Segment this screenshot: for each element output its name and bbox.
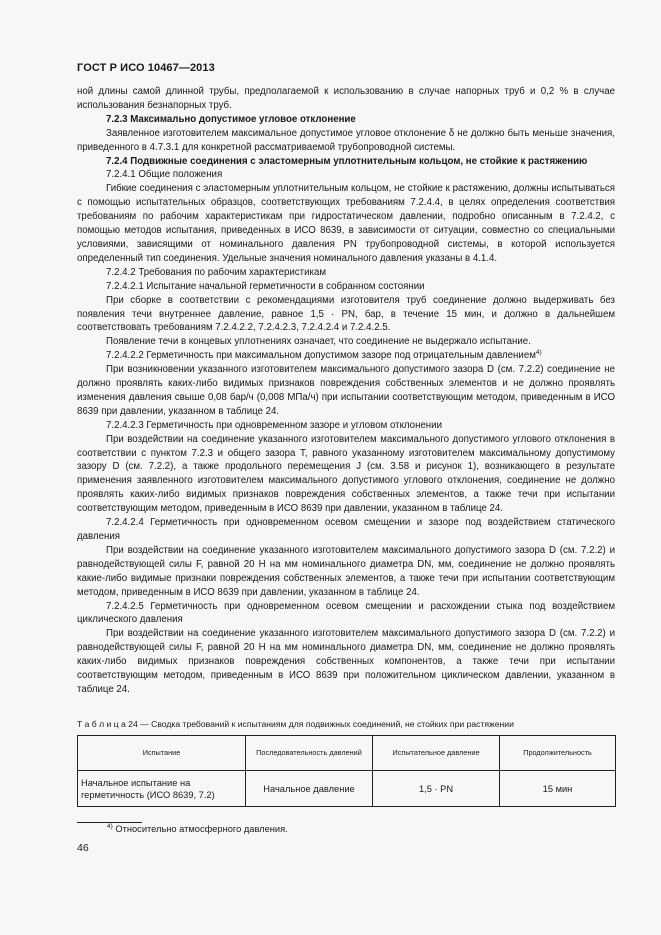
- paragraph-text: При воздействии на соединение указанного изготовителем максимального допустимого зазора D (см. 7.2.2) и равнодействующей силы F, равной 20 Н на мм номинального диаметра DN, мм, соединение не должно проявлять каких-либо видимых признаков повреждения собственных компонентов, а также течи при испытании соответствующим методом, приведенным в ИСО 8639 при положительном циклическом давлении, указанном в таблице 24.: [77, 628, 615, 695]
- table-cell: 15 мин: [500, 771, 616, 807]
- paragraph-text: 7.2.4.2 Требования по рабочим характеристикам: [106, 266, 327, 278]
- col-header-pressure-sequence: Последовательность давлений: [246, 736, 373, 771]
- paragraph: [77, 335, 615, 349]
- paragraph: [77, 600, 615, 628]
- paragraph-text: Гибкие соединения с эластомерным уплотнительным кольцом, не стойкие к растяжению, должны испытываться с помощью испытательных образцов, соответствующих требованиям 7.2.4.4, в целях определения соответствия требованиям по рабочим характеристикам при гидростатическом давлении, подробно описанным в 7.2.4.2, с помощью методов испытания, приведенных в ИСО 8639, в зависимости от ситуации, совместно со специальными условиями, зависящими от номинального давления PN трубопроводной системы, в которой используется определенный тип соединения. Удельные значения номинального давления указаны в 4.1.4.: [77, 183, 615, 264]
- paragraph: [77, 516, 615, 544]
- paragraph-text: 7.2.4.2.2 Герметичность при максимальном допустимом зазоре под отрицательным давлением: [106, 350, 536, 362]
- paragraph: [77, 182, 615, 265]
- paragraph: [77, 127, 615, 155]
- paragraph-text: 7.2.4.2.1 Испытание начальной герметичности в собранном состоянии: [106, 280, 425, 292]
- body-text: [77, 85, 615, 697]
- paragraph-text: Появление течи в концевых уплотнениях означает, что соединение не выдержало испытание.: [106, 336, 531, 348]
- col-header-duration: Продолжительность: [500, 736, 616, 771]
- requirements-table: [77, 735, 616, 807]
- col-header-test: Испытание: [78, 736, 246, 771]
- paragraph: [77, 113, 615, 127]
- paragraph: [77, 280, 615, 294]
- paragraph-text: При воздействии на соединение указанного изготовителем максимального допустимого зазора D (см. 7.2.2) и равнодействующей силы F, равной 20 Н на мм номинального диаметра DN, мм, соединение не должно проявлять какие-либо видимые признаки повреждения собственных элементов, а также течи при испытании соответствующим методом, приведенным в ИСО 8639 при давлении, указанном в таблице 24.: [77, 544, 615, 598]
- paragraph-text: 7.2.4 Подвижные соединения с эластомерным уплотнительным кольцом, не стойкие к растяжению: [106, 155, 588, 167]
- paragraph: [77, 433, 615, 516]
- table-header-row: [78, 736, 616, 771]
- paragraph: [77, 85, 615, 113]
- footnote-mark: 4): [107, 822, 113, 830]
- paragraph-text: ной длины самой длинной трубы, предполагаемой к использованию в случае напорных труб и 0,2 % в случае использования безнапорных труб.: [77, 86, 615, 111]
- table-row: [78, 771, 616, 807]
- paragraph: [77, 168, 615, 182]
- page-number: 46: [77, 842, 89, 854]
- footnote-text: Относительно атмосферного давления.: [115, 824, 288, 834]
- table-cell: Начальное испытание на герметичность (ИСО 8639, 7.2): [78, 771, 246, 807]
- table-caption: Т а б л и ц а 24 — Сводка требований к испытаниям для подвижных соединений, не стойких при растяжении: [77, 719, 514, 729]
- paragraph-text: 7.2.4.2.4 Герметичность при одновременном осевом смещении и зазоре под воздействием статического давления: [77, 517, 615, 542]
- paragraph-text: Заявленное изготовителем максимальное допустимое угловое отклонение δ не должно быть меньше значения, приведенного в 4.7.3.1 для конкретной рассматриваемой трубопроводной системы.: [77, 127, 615, 153]
- paragraph-text: 7.2.4.2.3 Герметичность при одновременном зазоре и угловом отклонении: [106, 419, 442, 431]
- footnote-reference: 4): [535, 348, 542, 356]
- footnote: [107, 824, 288, 834]
- paragraph: [77, 155, 615, 169]
- paragraph: [77, 419, 615, 433]
- table-cell: Начальное давление: [246, 771, 373, 807]
- paragraph: [77, 627, 615, 697]
- paragraph: [77, 266, 615, 280]
- paragraph-text: 7.2.3 Максимально допустимое угловое отклонение: [106, 113, 356, 125]
- paragraph-text: 7.2.4.2.5 Герметичность при одновременном осевом смещении и расхождении стыка под воздействием циклического давления: [77, 600, 615, 626]
- table-cell: 1,5 · PN: [373, 771, 500, 807]
- paragraph: [77, 294, 615, 336]
- paragraph-text: 7.2.4.1 Общие положения: [106, 169, 223, 181]
- paragraph-text: При воздействии на соединение указанного изготовителем максимального допустимого углового отклонения в соответствии с пунктом 7.2.3 и общего зазора T, равного указанному изготовителем максимальному допустимому зазору D (см. 7.2.2), а также продольного перемещения J (см. 3.58 и рисунок 1), возникающего в результате применения заявленного изготовителем максимального допустимого углового отклонения, соединение не должно проявлять каких-либо видимых признаков повреждения собственных элементов, а также течи при испытании соответствующим методом, приведенным в ИСО 8639 при давлении, указанном в таблице 24.: [77, 433, 615, 515]
- paragraph-text: При возникновении указанного изготовителем максимального допустимого зазора D (см. 7.2.2) соединение не должно проявлять каких-либо видимых признаков повреждения собственных элементов и не должно проявлять изменения давления свыше 0,08 бар/ч (0,008 МПа/ч) при испытании соответствующим методом, приведенным в ИСО 8639 при давлении, указанном в таблице 24.: [77, 364, 615, 417]
- col-header-test-pressure: Испытательное давление: [373, 736, 500, 771]
- paragraph-text: При сборке в соответствии с рекомендациями изготовителя труб соединение должно выдерживать без появления течи внутреннее давление, равное 1,5 · PN, бар, в течение 15 мин, и должно в дальнейшем соответствовать требованиям 7.2.4.2.2, 7.2.4.2.3, 7.2.4.2.4 и 7.2.4.2.5.: [77, 294, 615, 334]
- paragraph: [77, 349, 615, 363]
- paragraph: [77, 363, 615, 419]
- paragraph: [77, 544, 615, 600]
- document-header: ГОСТ Р ИСО 10467—2013: [77, 62, 215, 74]
